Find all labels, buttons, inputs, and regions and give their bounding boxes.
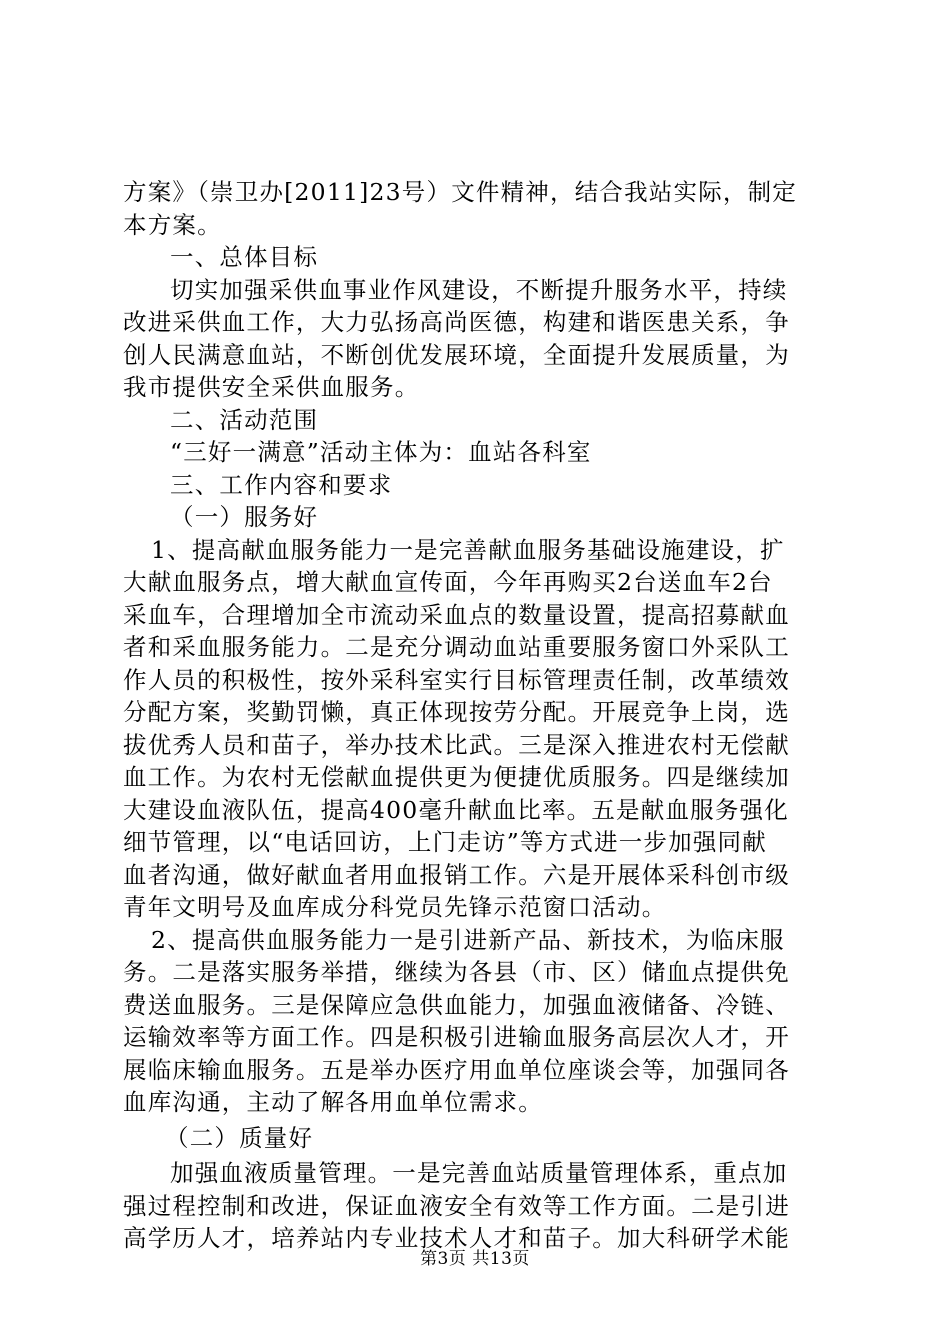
text-line: 者和采血服务能力。二是充分调动血站重要服务窗口外采队工: [123, 633, 790, 661]
text-line: 1、提高献血服务能力一是完善献血服务基础设施建设，扩: [151, 535, 785, 564]
text-line: 加强血液质量管理。一是完善血站质量管理体系，重点加: [170, 1159, 788, 1187]
subsection-heading: （二）质量好: [165, 1123, 314, 1152]
text-line: 采血车，合理增加全市流动采血点的数量设置，提高招募献血: [123, 600, 790, 629]
text-line: 2、提高供血服务能力一是引进新产品、新技术，为临床服: [151, 925, 785, 954]
subsection-heading: （一）服务好: [170, 503, 319, 531]
section-heading: 三、工作内容和要求: [170, 470, 393, 499]
text-line: 血库沟通，主动了解各用血单位需求。: [123, 1088, 543, 1116]
text-line: 拔优秀人员和苗子，举办技术比武。三是深入推进农村无偿献: [123, 730, 790, 759]
text-line: 方案》（崇卫办[2011]23号）文件精神，结合我站实际，制定: [123, 178, 797, 206]
text-line: 强过程控制和改进，保证血液安全有效等工作方面。二是引进: [123, 1191, 790, 1220]
text-line: 血者沟通，做好献血者用血报销工作。六是开展体采科创市级: [123, 860, 790, 889]
text-line: 大献血服务点，增大献血宣传面，今年再购买2台送血车2台: [123, 568, 773, 596]
text-line: 务。二是落实服务举措，继续为各县（市、区）储血点提供免: [123, 958, 790, 986]
text-line: 切实加强采供血事业作风建设，不断提升服务水平，持续: [170, 275, 788, 304]
text-line: 高学历人才，培养站内专业技术人才和苗子。加大科研学术能: [123, 1224, 790, 1252]
text-line: 运输效率等方面工作。四是积极引进输血服务高层次人才，开: [123, 1023, 790, 1051]
text-line: 血工作。为农村无偿献血提供更为便捷优质服务。四是继续加: [123, 763, 790, 791]
text-line: 分配方案，奖勤罚懒，真正体现按劳分配。开展竞争上岗，选: [123, 698, 790, 726]
text-line: 我市提供安全采供血服务。: [123, 373, 420, 401]
text-line: 费送血服务。三是保障应急供血能力，加强血液储备、冷链、: [123, 990, 790, 1019]
text-line: 创人民满意血站，不断创优发展环境，全面提升发展质量，为: [123, 340, 790, 369]
text-line: 展临床输血服务。五是举办医疗用血单位座谈会等，加强同各: [123, 1055, 790, 1084]
text-line: 细节管理，以“电话回访，上门走访”等方式进一步加强同献: [123, 828, 767, 856]
text-line: 作人员的积极性，按外采科室实行目标管理责任制，改革绩效: [123, 665, 790, 694]
page-footer: 第3页 共13页: [420, 1249, 530, 1269]
section-heading: 一、总体目标: [170, 243, 319, 271]
text-line: 本方案。: [123, 210, 222, 239]
text-line: 改进采供血工作，大力弘扬高尚医德，构建和谐医患关系，争: [123, 308, 790, 336]
text-line: 青年文明号及血库成分科党员先锋示范窗口活动。: [123, 893, 667, 921]
text-line: “三好一满意”活动主体为：血站各科室: [170, 438, 592, 466]
section-heading: 二、活动范围: [170, 405, 319, 434]
document-body: [123, 176, 833, 1255]
text-line: 大建设血液队伍，提高400毫升献血比率。五是献血服务强化: [123, 795, 789, 824]
